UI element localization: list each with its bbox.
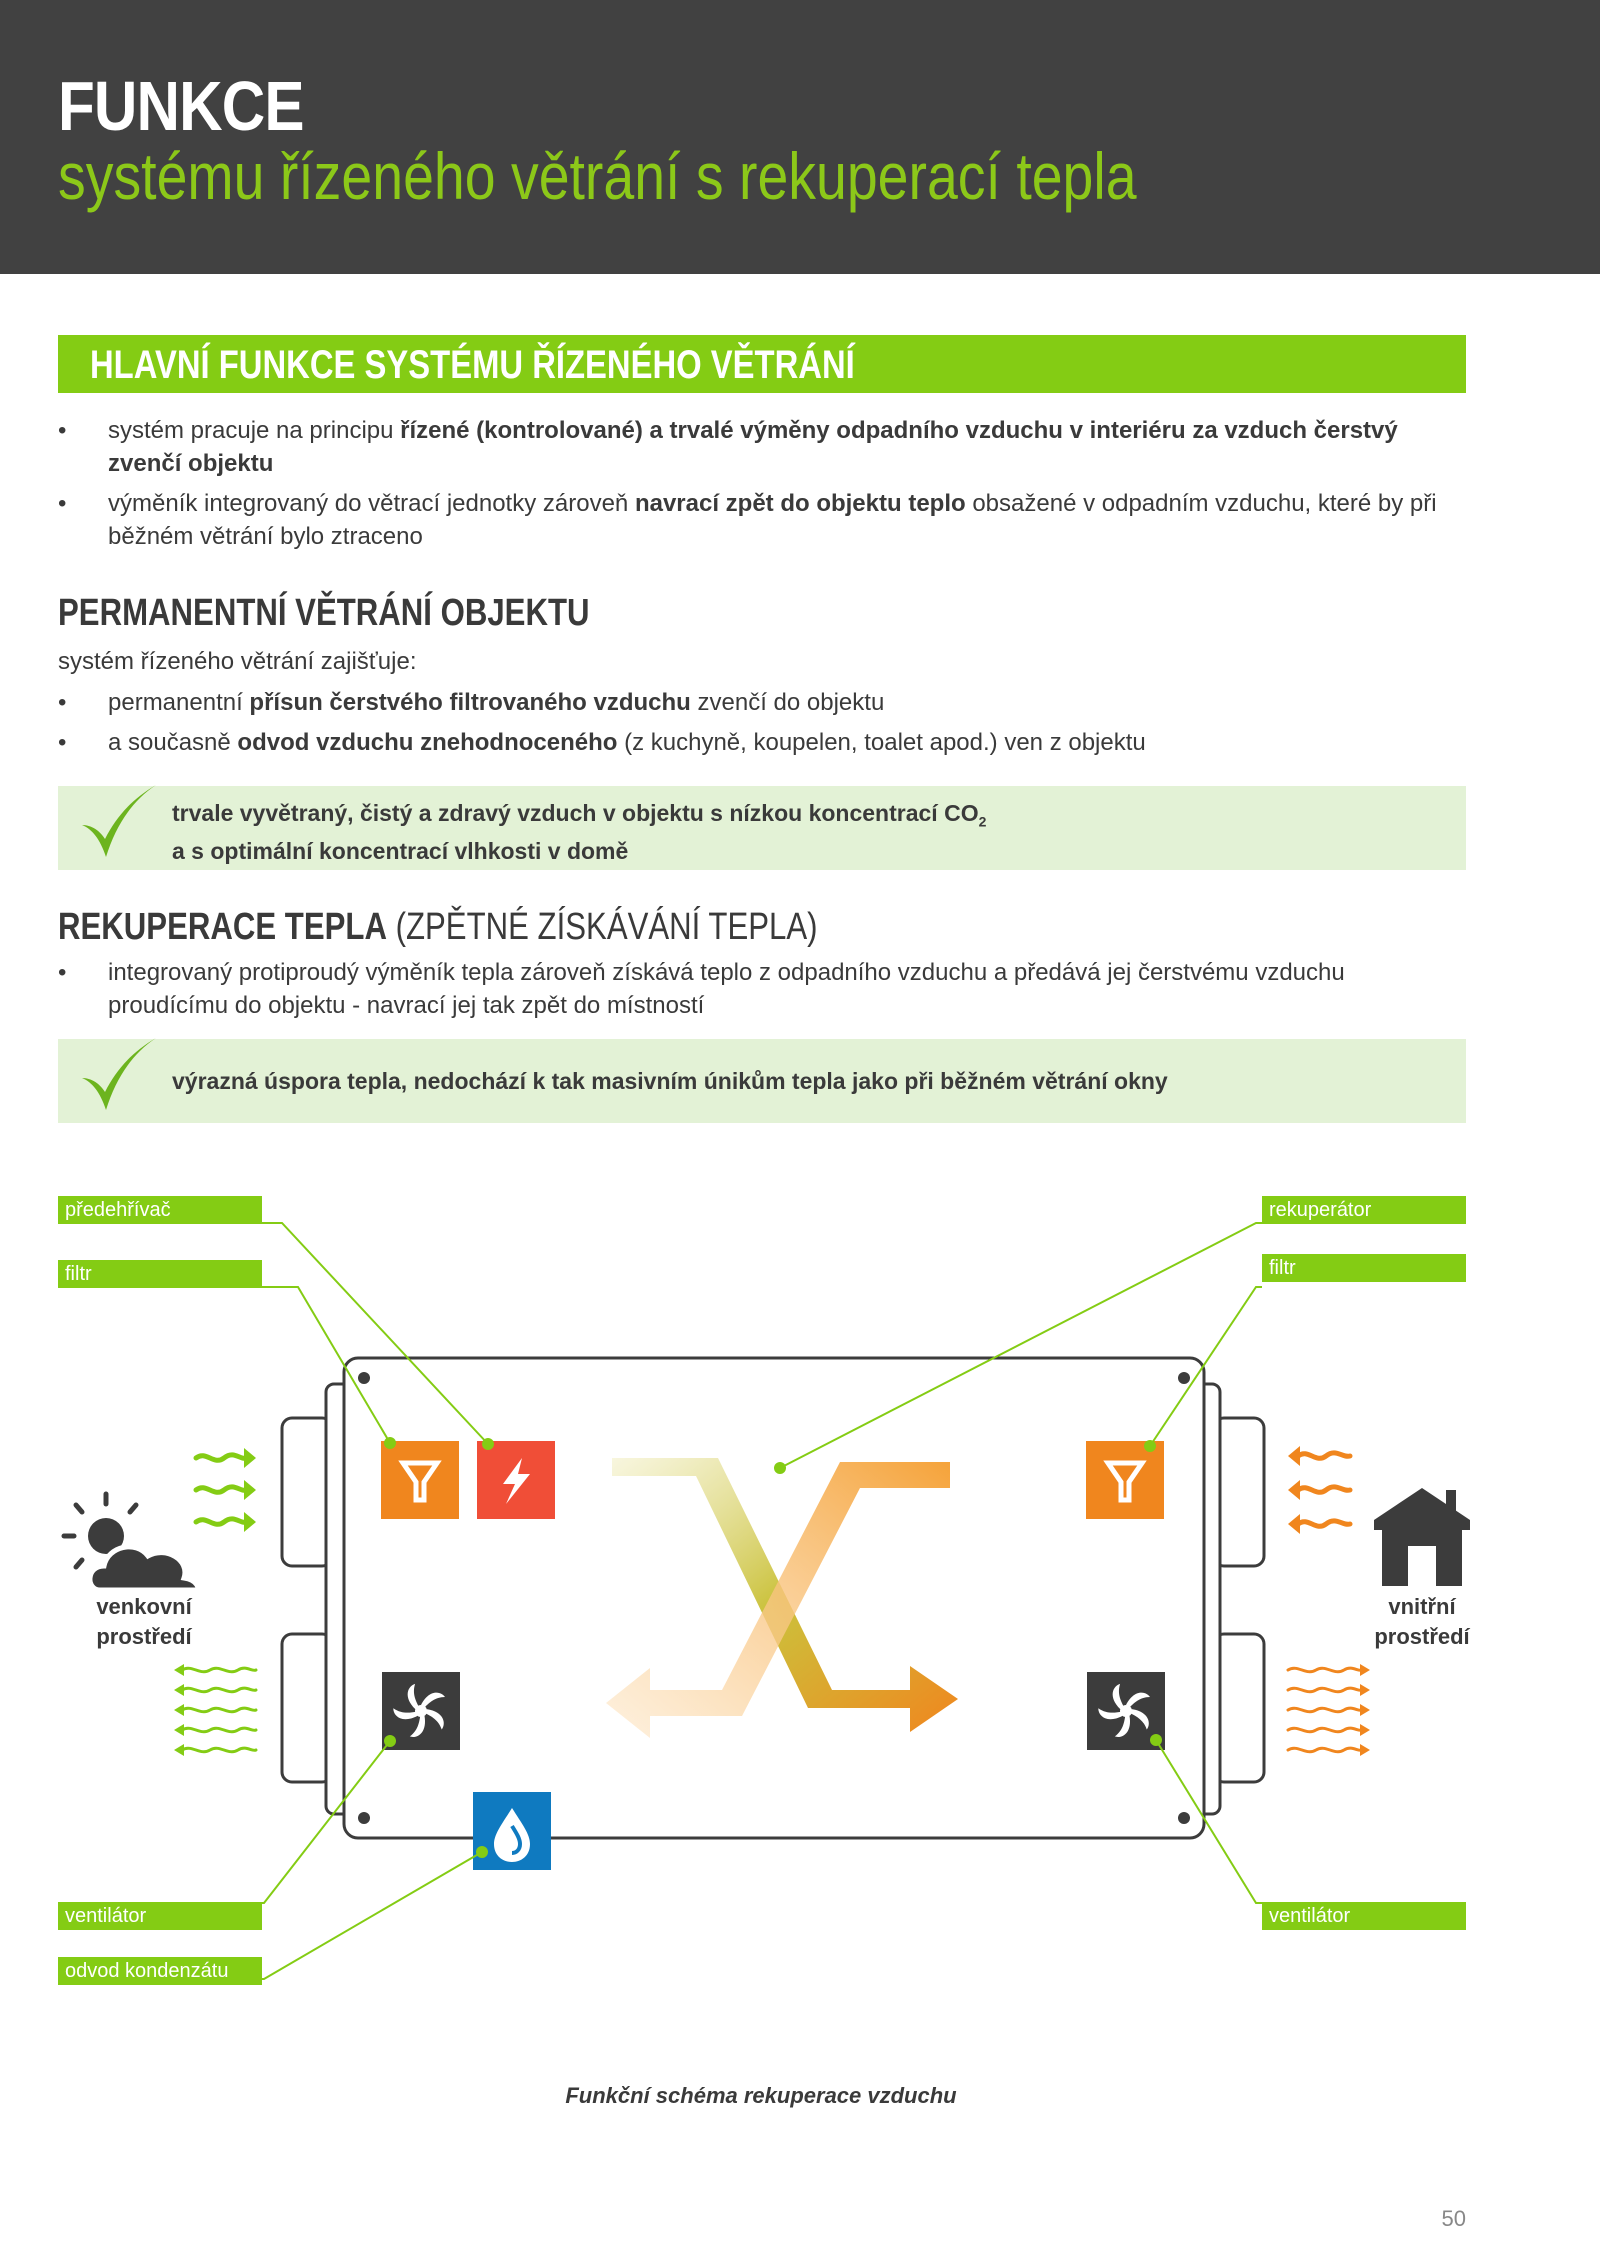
water-drop-icon — [473, 1792, 551, 1870]
label-filter-left: filtr — [58, 1260, 262, 1288]
recovery-bullets — [58, 956, 1458, 1029]
bullet-text: a současně — [108, 729, 238, 756]
permanent-bullets — [58, 686, 1458, 766]
page-subtitle: systému řízeného větrání s rekuperací tepla — [58, 139, 1137, 213]
bullet-text: integrovaný protiproudý výměník tepla zároveň získává teplo z odpadního vzduchu a předává jej čerstvému vzduchu proudícímu do objektu - navrací jej tak zpět do místností — [108, 959, 1345, 1019]
main-bullets — [58, 414, 1458, 560]
benefit-text-heat: výrazná úspora tepla, nedochází k tak masivním únikům tepla jako při běžném větrání okny — [172, 1068, 1168, 1094]
benefit-box-heat — [58, 1039, 1466, 1123]
indoor-supply-heads — [1360, 1664, 1370, 1756]
diagram-caption: Funkční schéma rekuperace vzduchu — [565, 2083, 957, 2108]
bullet-text: systém pracuje na principu — [108, 417, 401, 444]
label-recuperator: rekuperátor — [1262, 1196, 1466, 1224]
main-section-title: HLAVNÍ FUNKCE SYSTÉMU ŘÍZENÉHO VĚTRÁNÍ — [90, 343, 855, 387]
indoor-extract-arrowheads — [1288, 1446, 1300, 1534]
weather-cloud-icon — [64, 1494, 198, 1590]
label-fan-right: ventilátor — [1262, 1902, 1466, 1930]
list-item — [58, 726, 1458, 759]
recovery-title-bold: REKUPERACE TEPLA — [58, 906, 387, 948]
bullet-text: výměník integrovaný do větrací jednotky zároveň — [108, 490, 635, 517]
indoor-label-line1: vnitřní — [1388, 1594, 1456, 1619]
filter-icon-left — [381, 1441, 459, 1519]
list-item — [58, 487, 1458, 553]
label-fan-left: ventilátor — [58, 1902, 262, 1930]
outdoor-exhaust-waves — [182, 1668, 256, 1752]
permanent-section-title: PERMANENTNÍ VĚTRÁNÍ OBJEKTU — [58, 592, 590, 634]
outdoor-label — [74, 1592, 214, 1652]
list-item — [58, 686, 1458, 719]
recovery-title-light: (ZPĚTNÉ ZÍSKÁVÁNÍ TEPLA) — [386, 906, 818, 948]
bullet-text: obsažené v odpadním vzduchu, které by při běžném větrání bylo ztraceno — [108, 490, 1437, 550]
indoor-supply-waves — [1288, 1668, 1362, 1752]
benefit-text-air — [172, 799, 986, 866]
outdoor-intake-arrows — [196, 1455, 246, 1524]
bullet-bold: navrací zpět do objektu teplo — [634, 490, 966, 517]
bullet-bold: přísun čerstvého filtrovaného vzduchu — [249, 689, 691, 716]
bullet-bold: řízené (kontrolované) a trvalé výměny odpadního vzduchu v interiéru za vzduch čerstvý zvenčí objektu — [108, 417, 1398, 477]
house-icon — [1374, 1488, 1470, 1586]
outdoor-label-line2: prostředí — [96, 1624, 192, 1649]
outdoor-exhaust-heads — [174, 1664, 184, 1756]
page-number: 50 — [1441, 2206, 1466, 2231]
label-filter-right: filtr — [1262, 1254, 1466, 1282]
lightning-icon — [477, 1441, 555, 1519]
indoor-label-line2: prostředí — [1374, 1624, 1470, 1649]
filter-icon-right — [1086, 1441, 1164, 1519]
checkmark-icon — [78, 1034, 158, 1114]
outdoor-label-line1: venkovní — [96, 1594, 192, 1619]
indoor-extract-arrows — [1298, 1453, 1350, 1526]
recovery-section-title — [58, 906, 818, 949]
benefit-box-air — [58, 786, 1466, 870]
main-section-bar — [58, 335, 1466, 393]
page-header — [0, 0, 1600, 274]
label-preheater: předehřívač — [58, 1196, 262, 1224]
permanent-intro: systém řízeného větrání zajišťuje: — [58, 648, 417, 675]
bullet-bold: odvod vzduchu znehodnoceného — [237, 729, 618, 756]
indoor-label — [1352, 1592, 1492, 1652]
page-title: FUNKCE — [58, 67, 304, 145]
bullet-text: permanentní — [108, 689, 250, 716]
checkmark-icon — [78, 781, 158, 861]
benefit-line1: trvale vyvětraný, čistý a zdravý vzduch v objektu s nízkou koncentrací CO — [172, 800, 979, 826]
outdoor-intake-arrowheads — [244, 1448, 256, 1532]
bullet-text: zvenčí do objektu — [690, 689, 885, 716]
list-item — [58, 414, 1458, 480]
bullet-text: (z kuchyně, koupelen, toalet apod.) ven z objektu — [617, 729, 1146, 756]
benefit-line2: a s optimální koncentrací vlhkosti v domě — [172, 837, 629, 864]
co2-subscript: 2 — [978, 813, 987, 830]
label-condensate: odvod kondenzátu — [58, 1957, 262, 1985]
list-item — [58, 956, 1458, 1022]
